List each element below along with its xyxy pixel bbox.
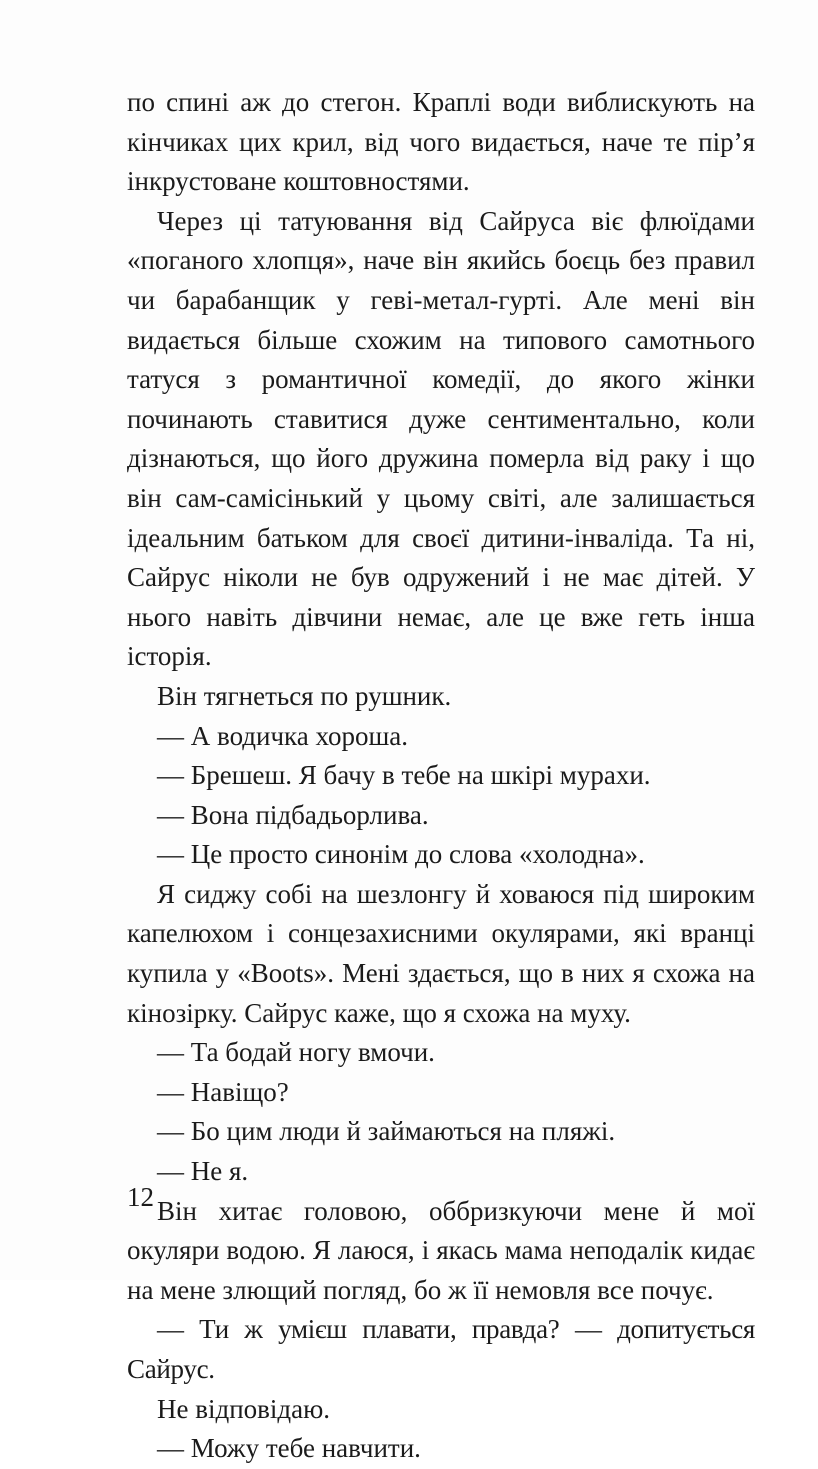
dialogue-line-1: — А водичка хороша. bbox=[157, 720, 408, 751]
dialogue-line-2: — Брешеш. Я бачу в тебе на шкірі мурахи. bbox=[157, 760, 651, 791]
dialogue-line-7: — Бо цим люди й займаються на пляжі. bbox=[157, 1116, 616, 1147]
page-number: 12 bbox=[127, 1182, 154, 1212]
dialogue-line-3: — Вона підбадьорлива. bbox=[157, 799, 429, 830]
paragraph-6: Не відповідаю. bbox=[157, 1393, 331, 1424]
dialogue-line-9: — Ти ж умієш плавати, правда? — допитується Сайрус. bbox=[127, 1314, 755, 1384]
paragraph-4: Я сиджу собі на шезлонгу й ховаюся під широким капелюхом і сонцезахисними окулярами, які вранці купила у «Boots». Мені здається, що в них я схожа на кінозірку. Сайрус каже, що я схожа на муху. bbox=[127, 878, 755, 1028]
page-text bbox=[127, 83, 755, 1469]
dialogue-line-10: — Можу тебе навчити. bbox=[157, 1433, 421, 1464]
paragraph-1: по спині аж до стегон. Краплі води виблискують на кінчиках цих крил, від чого видається, наче те пір’я інкрустоване коштовностями. bbox=[127, 87, 755, 197]
dialogue-line-5: — Та бодай ногу вмочи. bbox=[157, 1037, 435, 1068]
dialogue-line-4: — Це просто синонім до слова «холодна». bbox=[157, 839, 645, 870]
dialogue-line-6: — Навіщо? bbox=[157, 1076, 289, 1107]
paragraph-5: Він хитає головою, оббризкуючи мене й мої окуляри водою. Я лаюся, і якась мама неподалік кидає на мене злющий погляд, бо ж її немовля все почує. bbox=[127, 1195, 755, 1305]
paragraph-3: Він тягнеться по рушник. bbox=[157, 680, 452, 711]
paragraph-2: Через ці татуювання від Сайруса віє флюїдами «поганого хлопця», наче він якийсь боєць без правил чи барабанщик у геві-метал-гурті. Але мені він видається більше схожим на типового самотнього татуся з романтичної комедії, до якого жінки починають ставитися дуже сентиментально, коли дізнаються, що його дружина померла від раку і що він сам-самісінький у цьому світі, але залишається ідеальним батьком для своєї дитини-інваліда. Та ні, Сайрус ніколи не був одружений і не має дітей. У нього навіть дівчини немає, але це вже геть інша історія. bbox=[127, 205, 755, 672]
dialogue-line-8: — Не я. bbox=[157, 1156, 249, 1187]
